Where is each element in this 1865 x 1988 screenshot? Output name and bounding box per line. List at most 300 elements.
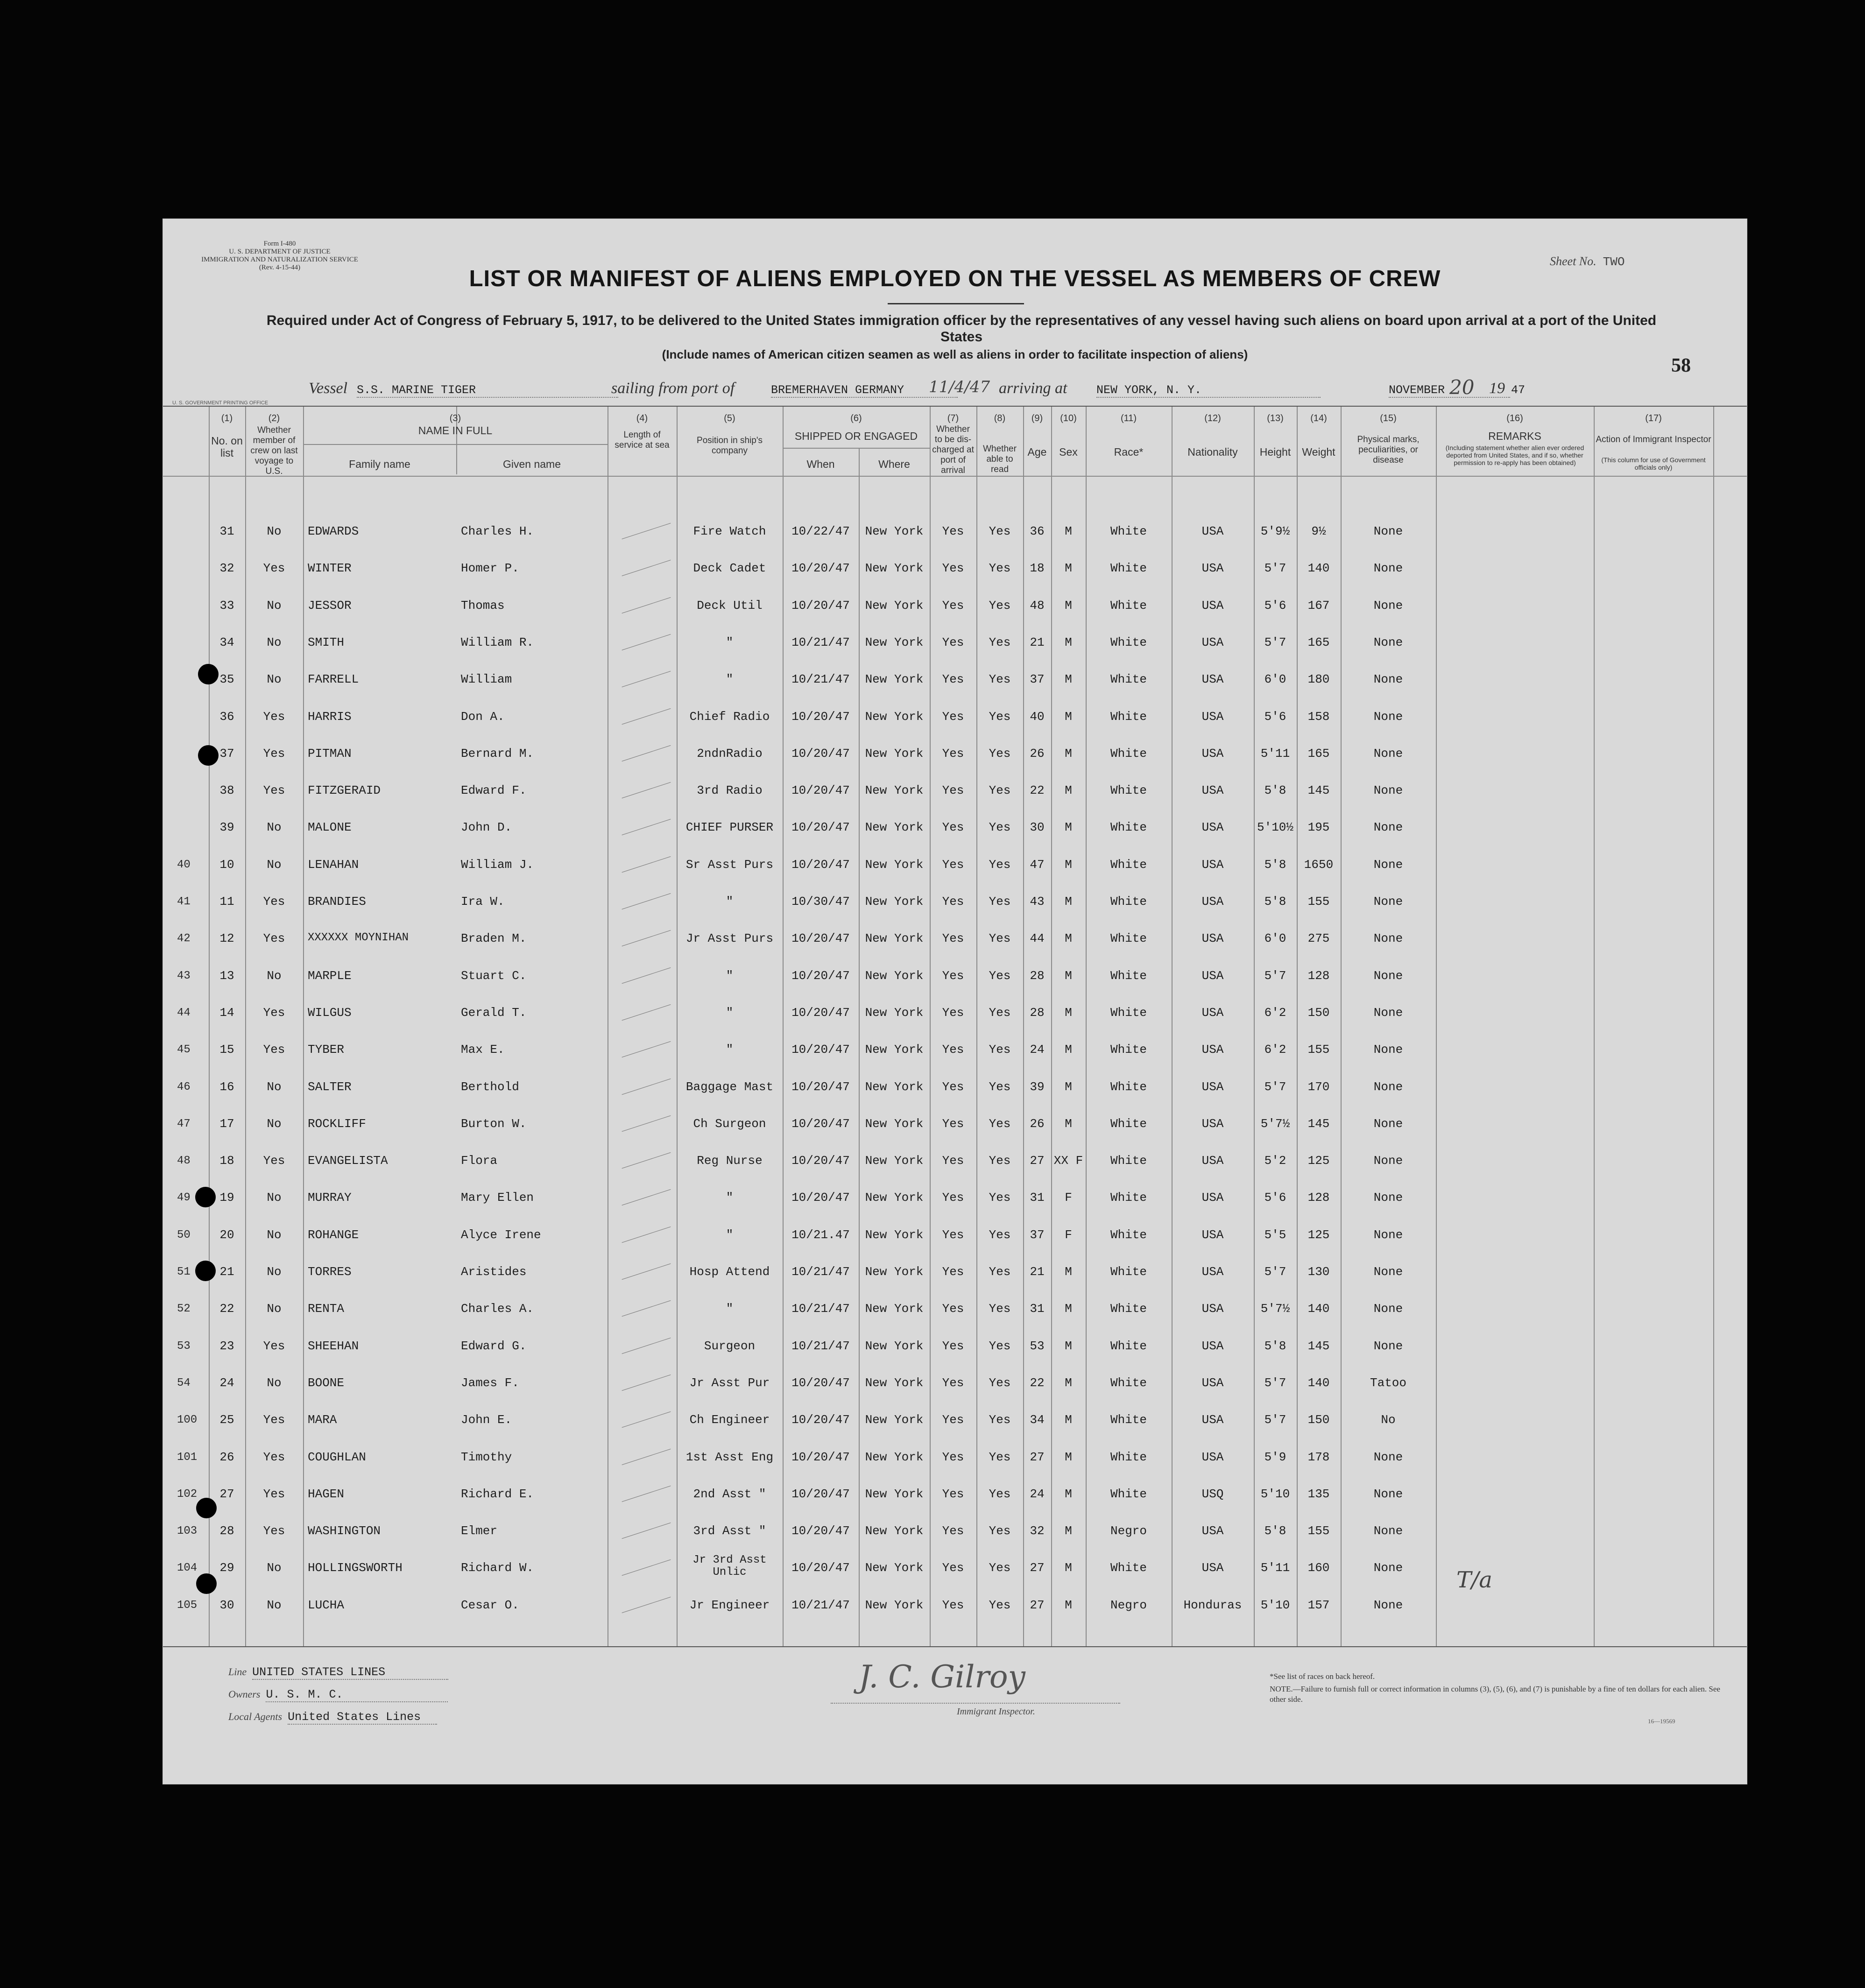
left-margin-number: 105	[177, 1599, 198, 1612]
col-num-7: (7)	[947, 413, 959, 423]
service-dash	[622, 1523, 671, 1539]
sex: M	[1065, 672, 1072, 687]
given-name: Max E.	[461, 1043, 505, 1057]
sex: M	[1065, 1005, 1072, 1020]
nationality: USA	[1201, 746, 1224, 761]
race: White	[1110, 709, 1147, 724]
sex: M	[1065, 1043, 1072, 1057]
given-name: William R.	[461, 635, 534, 649]
crew-last-voyage: No	[267, 1191, 282, 1205]
weight: 155	[1307, 1043, 1330, 1057]
crew-last-voyage: Yes	[263, 1005, 285, 1020]
given-name: William	[461, 672, 512, 687]
shipped-when: 10/20/47	[791, 1487, 850, 1501]
row-number: 26	[219, 1450, 234, 1464]
age: 32	[1030, 1524, 1045, 1538]
left-margin-number: 46	[177, 1080, 191, 1093]
sheet-number-value: TWO	[1603, 255, 1625, 269]
discharged: Yes	[942, 968, 964, 983]
age: 24	[1030, 1043, 1045, 1057]
crew-last-voyage: Yes	[263, 1339, 285, 1353]
age: 44	[1030, 931, 1045, 946]
height: 5'7½	[1260, 1302, 1290, 1316]
given-name: John E.	[461, 1413, 512, 1427]
crew-table	[163, 406, 1747, 1647]
service-dash	[622, 597, 671, 613]
shipped-where: New York	[865, 1227, 924, 1242]
discharged: Yes	[942, 709, 964, 724]
crew-last-voyage: No	[267, 968, 282, 983]
arrival-day: 20	[1449, 376, 1475, 399]
position: 3rd Radio	[697, 783, 763, 798]
sailing-label: sailing from port of	[611, 380, 735, 397]
shipped-where: New York	[865, 598, 924, 613]
nationality: Honduras	[1183, 1598, 1242, 1612]
race: White	[1110, 820, 1147, 835]
nationality: USA	[1201, 672, 1224, 687]
shipped-where: New York	[865, 1116, 924, 1131]
shipped-where: New York	[865, 1191, 924, 1205]
physical-marks: None	[1373, 1598, 1403, 1612]
sex: M	[1065, 1265, 1072, 1279]
signature-line	[831, 1703, 1120, 1704]
row-number: 21	[219, 1265, 234, 1279]
shipped-where: New York	[865, 857, 924, 872]
position: "	[726, 1227, 734, 1242]
position: "	[726, 895, 734, 909]
sex: M	[1065, 857, 1072, 872]
race: White	[1110, 1302, 1147, 1316]
age: 18	[1030, 561, 1045, 576]
page-title: LIST OR MANIFEST OF ALIENS EMPLOYED ON THE VESSEL AS MEMBERS OF CREW	[469, 266, 1441, 291]
left-margin-number: 48	[177, 1155, 191, 1168]
crew-last-voyage: Yes	[263, 1450, 285, 1464]
requirement-text: Required under Act of Congress of February 5, 1917, to be delivered to the United States immigration officer by the representatives of any vessel having such aliens on board upon arrival at a port of the United States	[266, 313, 1657, 345]
discharged: Yes	[942, 931, 964, 946]
shipped-when: 10/20/47	[791, 1524, 850, 1538]
given-name: John D.	[461, 820, 512, 835]
service-dash	[622, 819, 671, 835]
nationality: USA	[1201, 1265, 1224, 1279]
family-name: TYBER	[308, 1043, 345, 1057]
crew-last-voyage: No	[267, 1302, 282, 1316]
position: Surgeon	[704, 1339, 756, 1353]
left-margin-number: 103	[177, 1525, 198, 1538]
race: White	[1110, 1043, 1147, 1057]
races-note: *See list of races on back hereof.	[1270, 1672, 1375, 1681]
sailing-port: BREMERHAVEN GERMANY	[771, 383, 958, 398]
given-name: Homer P.	[461, 561, 519, 576]
service-dash	[622, 1041, 671, 1057]
col-num-2: (2)	[268, 413, 280, 423]
discharged: Yes	[942, 1375, 964, 1390]
position: CHIEF PURSER	[685, 820, 774, 835]
able-to-read: Yes	[989, 1265, 1011, 1279]
discharged: Yes	[942, 1079, 964, 1094]
shipped-when: 10/21/47	[791, 672, 850, 687]
age: 26	[1030, 746, 1045, 761]
shipped-where: New York	[865, 635, 924, 649]
title-underline	[888, 303, 1024, 304]
crew-last-voyage: No	[267, 598, 282, 613]
col-num-1: (1)	[221, 413, 233, 423]
position: "	[726, 1043, 734, 1057]
height: 6'2	[1264, 1005, 1286, 1020]
family-name: SMITH	[308, 635, 345, 649]
service-dash	[622, 1227, 671, 1243]
given-name: Timothy	[461, 1450, 512, 1464]
nationality: USA	[1201, 1450, 1224, 1464]
age: 31	[1030, 1191, 1045, 1205]
left-margin-number: 101	[177, 1451, 198, 1464]
row-number: 11	[219, 895, 234, 909]
physical-marks: None	[1373, 857, 1403, 872]
include-note: (Include names of American citizen seamen as well as aliens in order to facilitate inspection of aliens)	[662, 347, 1248, 361]
service-dash	[622, 1079, 671, 1095]
sex: M	[1065, 968, 1072, 983]
discharged: Yes	[942, 635, 964, 649]
sex: M	[1065, 635, 1072, 649]
service-dash	[622, 1449, 671, 1465]
age: 27	[1030, 1598, 1045, 1612]
discharged: Yes	[942, 672, 964, 687]
arrival-month: NOVEMBER	[1389, 383, 1510, 398]
weight: 160	[1307, 1561, 1330, 1575]
discharged: Yes	[942, 1227, 964, 1242]
shipped-where: New York	[865, 672, 924, 687]
physical-marks: None	[1373, 709, 1403, 724]
row-number: 20	[219, 1227, 234, 1242]
shipped-where: New York	[865, 709, 924, 724]
position: 2nd Asst "	[693, 1487, 766, 1501]
crew-last-voyage: Yes	[263, 1524, 285, 1538]
manifest-sheet	[162, 219, 1747, 1784]
shipped-where: New York	[865, 1487, 924, 1501]
position: "	[726, 1005, 734, 1020]
race: White	[1110, 672, 1147, 687]
physical-marks: None	[1373, 931, 1403, 946]
service-dash	[622, 523, 671, 539]
binder-hole	[196, 1498, 217, 1518]
header-age: Age	[1027, 446, 1047, 458]
given-name: Gerald T.	[461, 1005, 527, 1020]
row-number: 25	[219, 1413, 234, 1427]
crew-last-voyage: No	[267, 635, 282, 649]
discharged: Yes	[942, 746, 964, 761]
discharged: Yes	[942, 1116, 964, 1131]
weight: 150	[1307, 1005, 1330, 1020]
race: White	[1110, 635, 1147, 649]
race: White	[1110, 524, 1147, 538]
left-margin-number: 49	[177, 1191, 191, 1205]
physical-marks: None	[1373, 672, 1403, 687]
race: White	[1110, 1191, 1147, 1205]
height: 5'8	[1264, 895, 1286, 909]
physical-marks: None	[1373, 635, 1403, 649]
race: White	[1110, 1154, 1147, 1168]
weight: 9½	[1311, 524, 1326, 538]
header-no-on-list: No. on list	[211, 435, 243, 459]
race: White	[1110, 857, 1147, 872]
weight: 165	[1307, 746, 1330, 761]
age: 48	[1030, 598, 1045, 613]
line-label: Line	[228, 1666, 247, 1678]
height: 5'9	[1264, 1450, 1286, 1464]
weight: 130	[1307, 1265, 1330, 1279]
nationality: USA	[1201, 1191, 1224, 1205]
shipped-when: 10/20/47	[791, 746, 850, 761]
shipped-when: 10/20/47	[791, 1005, 850, 1020]
shipped-where: New York	[865, 1043, 924, 1057]
shipped-when: 10/20/47	[791, 1413, 850, 1427]
row-number: 27	[219, 1487, 234, 1501]
discharged: Yes	[942, 1302, 964, 1316]
position: Fire Watch	[693, 524, 766, 538]
shipped-where: New York	[865, 1524, 924, 1538]
physical-marks: None	[1373, 746, 1403, 761]
crew-last-voyage: No	[267, 1375, 282, 1390]
physical-marks: None	[1373, 895, 1403, 909]
age: 39	[1030, 1079, 1045, 1094]
shipped-when: 10/22/47	[791, 524, 850, 538]
shipped-when: 10/21/47	[791, 1598, 850, 1612]
height: 5'10	[1260, 1487, 1290, 1501]
given-name: Stuart C.	[461, 968, 527, 983]
row-number: 34	[219, 635, 234, 649]
weight: 145	[1307, 1339, 1330, 1353]
height: 6'0	[1264, 931, 1286, 946]
header-weight: Weight	[1302, 446, 1335, 458]
row-number: 30	[219, 1598, 234, 1612]
col-num-9: (9)	[1031, 413, 1043, 423]
header-action: Action of Immigrant Inspector	[1596, 435, 1711, 444]
row-number: 28	[219, 1524, 234, 1538]
able-to-read: Yes	[989, 524, 1011, 538]
age: 37	[1030, 1227, 1045, 1242]
shipped-when: 10/21/47	[791, 1265, 850, 1279]
footer-owners	[228, 1688, 448, 1702]
height: 5'6	[1264, 598, 1286, 613]
weight: 150	[1307, 1413, 1330, 1427]
shipped-when: 10/21/47	[791, 1339, 850, 1353]
family-name: BOONE	[308, 1375, 345, 1390]
left-margin-number: 42	[177, 932, 191, 945]
crew-last-voyage: Yes	[263, 895, 285, 909]
col-num-8: (8)	[994, 413, 1006, 423]
race: White	[1110, 1561, 1147, 1575]
row-number: 23	[219, 1339, 234, 1353]
discharged: Yes	[942, 783, 964, 798]
row-number: 18	[219, 1154, 234, 1168]
height: 5'7	[1264, 1079, 1286, 1094]
footer-agents	[228, 1710, 437, 1725]
family-name: HOLLINGSWORTH	[308, 1561, 403, 1575]
shipped-when: 10/20/47	[791, 820, 850, 835]
shipped-where: New York	[865, 1375, 924, 1390]
shipped-where: New York	[865, 561, 924, 576]
header-where: Where	[878, 458, 910, 470]
row-number: 16	[219, 1079, 234, 1094]
col-num-5: (5)	[724, 413, 735, 423]
nationality: USQ	[1201, 1487, 1224, 1501]
race: White	[1110, 1116, 1147, 1131]
discharged: Yes	[942, 1043, 964, 1057]
owners-value: U. S. M. C.	[266, 1688, 448, 1702]
age: 30	[1030, 820, 1045, 835]
given-name: Don A.	[461, 709, 505, 724]
sex: M	[1065, 524, 1072, 538]
inspector-label: Immigrant Inspector.	[957, 1706, 1035, 1717]
age: 27	[1030, 1561, 1045, 1575]
left-margin-number: 52	[177, 1303, 191, 1316]
weight: 167	[1307, 598, 1330, 613]
binder-hole	[198, 745, 219, 766]
height: 5'2	[1264, 1154, 1286, 1168]
able-to-read: Yes	[989, 1339, 1011, 1353]
able-to-read: Yes	[989, 1043, 1011, 1057]
discharged: Yes	[942, 895, 964, 909]
discharged: Yes	[942, 1561, 964, 1575]
family-name: FARRELL	[308, 672, 359, 687]
height: 5'11	[1260, 746, 1290, 761]
shipped-where: New York	[865, 1005, 924, 1020]
shipped-when: 10/20/47	[791, 783, 850, 798]
physical-marks: None	[1373, 1302, 1403, 1316]
age: 43	[1030, 895, 1045, 909]
position: Deck Cadet	[693, 561, 766, 576]
height: 5'7	[1264, 1413, 1286, 1427]
position: 2ndnRadio	[697, 746, 763, 761]
row-number: 39	[219, 820, 234, 835]
given-name: William J.	[461, 857, 534, 872]
race: White	[1110, 895, 1147, 909]
given-name: Elmer	[461, 1524, 498, 1538]
agents-value: United States Lines	[288, 1710, 437, 1725]
service-dash	[622, 782, 671, 798]
discharged: Yes	[942, 857, 964, 872]
height: 5'8	[1264, 1339, 1286, 1353]
nationality: USA	[1201, 598, 1224, 613]
crew-last-voyage: No	[267, 524, 282, 538]
able-to-read: Yes	[989, 746, 1011, 761]
race: White	[1110, 783, 1147, 798]
weight: 158	[1307, 709, 1330, 724]
service-dash	[622, 745, 671, 761]
physical-marks: None	[1373, 1116, 1403, 1131]
position: Jr Engineer	[689, 1598, 770, 1612]
able-to-read: Yes	[989, 931, 1011, 946]
shipped-when: 10/20/47	[791, 561, 850, 576]
physical-marks: None	[1373, 524, 1403, 538]
shipped-when: 10/21.47	[791, 1227, 850, 1242]
race: White	[1110, 746, 1147, 761]
family-name: MURRAY	[308, 1191, 352, 1205]
height: 5'7	[1264, 561, 1286, 576]
crew-last-voyage: No	[267, 1265, 282, 1279]
age: 26	[1030, 1116, 1045, 1131]
shipped-when: 10/20/47	[791, 1043, 850, 1057]
sex: M	[1065, 1450, 1072, 1464]
header-physical: Physical marks, peculiarities, or disease	[1357, 435, 1420, 465]
family-name: ROHANGE	[308, 1227, 359, 1242]
owners-label: Owners	[228, 1688, 261, 1700]
header-race: Race*	[1114, 446, 1144, 458]
header-action-sub: (This column for use of Government officials only)	[1601, 456, 1706, 471]
left-margin-number: 51	[177, 1266, 191, 1278]
inspector-signature: J. C. Gilroy	[859, 1659, 1025, 1695]
physical-marks: None	[1373, 1450, 1403, 1464]
height: 5'11	[1260, 1561, 1290, 1575]
position: Jr Asst Pur	[689, 1375, 770, 1390]
family-name: PITMAN	[308, 746, 352, 761]
row-number: 19	[219, 1191, 234, 1205]
given-name: Aristides	[461, 1265, 527, 1279]
weight: 155	[1307, 1524, 1330, 1538]
row-number: 12	[219, 931, 234, 946]
family-name: WASHINGTON	[308, 1524, 381, 1538]
left-margin-number: 104	[177, 1562, 198, 1575]
header-given-name: Given name	[502, 458, 561, 470]
printing-office: U. S. GOVERNMENT PRINTING OFFICE	[172, 400, 268, 406]
age: 24	[1030, 1487, 1045, 1501]
age: 40	[1030, 709, 1045, 724]
height: 5'7½	[1260, 1116, 1290, 1131]
position: Sr Asst Purs	[685, 857, 774, 872]
given-name: Alyce Irene	[461, 1227, 541, 1242]
shipped-when: 10/20/47	[791, 1450, 850, 1464]
revision: (Rev. 4-15-44)	[259, 264, 301, 271]
weight: 275	[1307, 931, 1330, 946]
able-to-read: Yes	[989, 1005, 1011, 1020]
family-name: SALTER	[308, 1079, 352, 1094]
shipped-when: 10/20/47	[791, 857, 850, 872]
service-dash	[622, 1486, 671, 1502]
position: "	[726, 1191, 734, 1205]
weight: 1650	[1304, 857, 1334, 872]
able-to-read: Yes	[989, 635, 1011, 649]
left-margin-number: 45	[177, 1043, 191, 1057]
race: White	[1110, 1227, 1147, 1242]
row-number: 10	[219, 857, 234, 872]
given-name: Richard E.	[461, 1487, 534, 1501]
family-name: SHEEHAN	[308, 1339, 359, 1353]
sex: M	[1065, 931, 1072, 946]
position: "	[726, 968, 734, 983]
sex: M	[1065, 561, 1072, 576]
given-name: Charles H.	[461, 524, 534, 538]
row-number: 22	[219, 1302, 234, 1316]
crew-last-voyage: No	[267, 1561, 282, 1575]
col-num-16: (16)	[1506, 413, 1523, 423]
position: Jr Asst Purs	[685, 931, 774, 946]
given-name: Bernard M.	[461, 746, 534, 761]
left-margin-number: 41	[177, 895, 191, 908]
discharged: Yes	[942, 561, 964, 576]
age: 27	[1030, 1154, 1045, 1168]
binder-hole	[195, 1187, 216, 1207]
header-when: When	[806, 458, 835, 470]
age: 36	[1030, 524, 1045, 538]
physical-marks: None	[1373, 1227, 1403, 1242]
shipped-when: 10/20/47	[791, 968, 850, 983]
race: White	[1110, 598, 1147, 613]
crew-last-voyage: Yes	[263, 1043, 285, 1057]
row-number: 35	[219, 672, 234, 687]
able-to-read: Yes	[989, 1116, 1011, 1131]
sex: M	[1065, 1598, 1072, 1612]
shipped-when: 10/21/47	[791, 1302, 850, 1316]
col-num-14: (14)	[1310, 413, 1327, 423]
